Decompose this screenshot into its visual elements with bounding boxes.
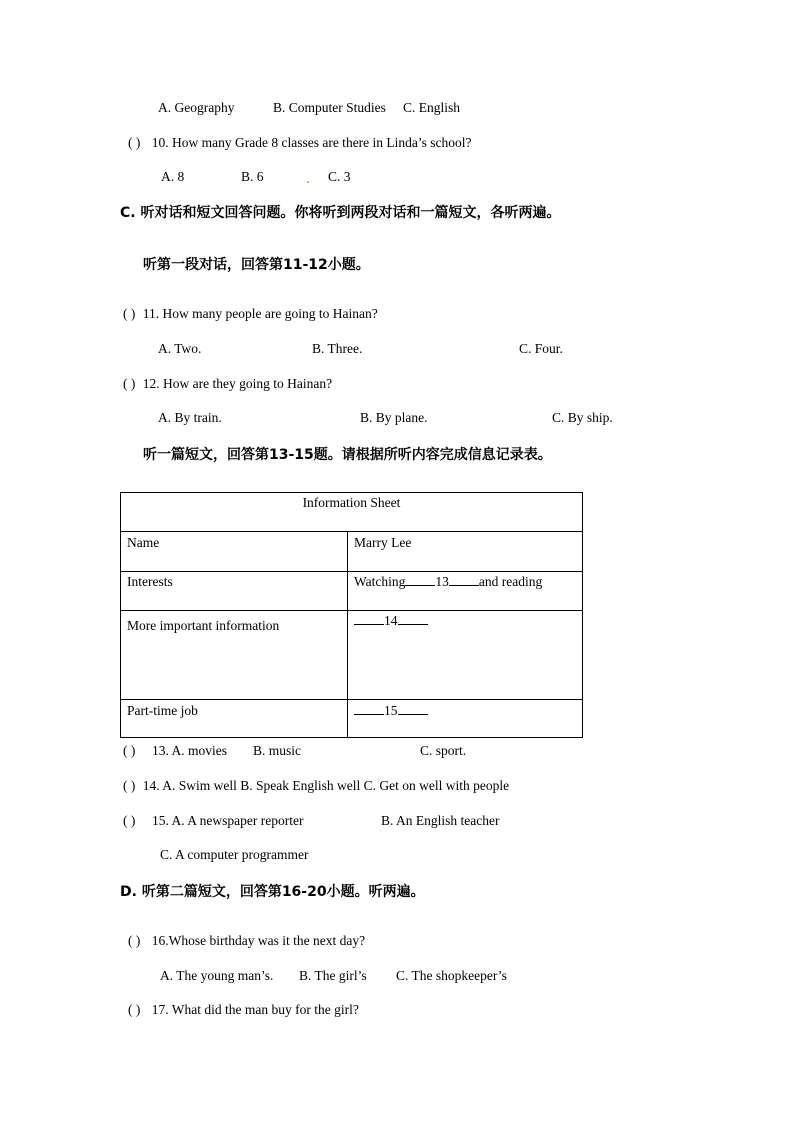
q9-option-c: C. English — [403, 100, 461, 115]
blank-15-number: 15 — [384, 703, 398, 718]
table-value-name: Marry Lee — [354, 535, 412, 550]
q13-option-c: C. sport. — [420, 743, 467, 758]
q15-answer-bracket[interactable]: ( ) — [123, 813, 136, 828]
section-c-heading: C. 听对话和短文回答问题。你将听到两段对话和一篇短文，各听两遍。 — [120, 205, 561, 221]
q10-question — [128, 134, 472, 152]
stray-dot — [307, 181, 309, 183]
q9-option-a: A. Geography — [158, 100, 235, 115]
q11-option-b: B. Three. — [312, 341, 363, 356]
q12-answer-bracket[interactable]: ( ) — [123, 376, 136, 391]
blank-line — [449, 585, 479, 586]
q12-text: 12. How are they going to Hainan? — [142, 376, 333, 391]
q17-text: 17. What did the man buy for the girl? — [151, 1002, 359, 1017]
q16-option-a: A. The young man’s. — [160, 968, 274, 983]
q10-option-b: B. 6 — [241, 169, 264, 184]
table-label-important-info: More important information — [127, 618, 280, 633]
table-row-divider — [121, 571, 582, 572]
q16-option-c: C. The shopkeeper’s — [396, 968, 507, 983]
interests-prefix: Watching — [354, 574, 406, 589]
table-value-part-time-job — [354, 702, 428, 720]
table-label-part-time-job: Part-time job — [127, 703, 198, 718]
q10-option-c: C. 3 — [328, 169, 351, 184]
q11-answer-bracket[interactable]: ( ) — [123, 306, 136, 321]
q17-question — [128, 1001, 359, 1019]
q15-option-c: C. A computer programmer — [160, 847, 309, 862]
q15-text: 15. A. A newspaper reporter — [152, 813, 304, 828]
q10-answer-bracket[interactable]: ( ) — [128, 135, 141, 150]
table-row-divider — [121, 531, 582, 532]
q12-question — [123, 375, 332, 393]
q14-answer-bracket[interactable]: ( ) — [123, 778, 136, 793]
q13-option-b: B. music — [253, 743, 302, 758]
blank-line — [354, 714, 384, 715]
table-label-name: Name — [127, 535, 160, 550]
blank-line — [405, 585, 435, 586]
blank-line — [398, 624, 428, 625]
section-c-sub1: 听第一段对话，回答第11-12小题。 — [143, 257, 370, 273]
table-row-divider — [121, 610, 582, 611]
q10-text: 10. How many Grade 8 classes are there in Linda’s school? — [151, 135, 472, 150]
table-value-interests — [354, 573, 542, 591]
q16-text: 16.Whose birthday was it the next day? — [151, 933, 366, 948]
blank-13-number: 13 — [435, 574, 449, 589]
q16-answer-bracket[interactable]: ( ) — [128, 933, 141, 948]
q12-option-c: C. By ship. — [552, 410, 613, 425]
q12-option-a: A. By train. — [158, 410, 222, 425]
table-row-divider — [121, 699, 582, 700]
blank-line — [354, 624, 384, 625]
q14-text: 14. A. Swim well B. Speak English well C. Get on well with people — [142, 778, 510, 793]
table-value-important-info — [354, 612, 428, 630]
q14-question — [123, 777, 509, 795]
interests-suffix: and reading — [478, 574, 543, 589]
q11-option-a: A. Two. — [158, 341, 202, 356]
q10-option-a: A. 8 — [161, 169, 185, 184]
table-title: Information Sheet — [302, 495, 401, 510]
q11-text: 11. How many people are going to Hainan? — [142, 306, 378, 321]
q13-text: 13. A. movies — [152, 743, 228, 758]
q12-option-b: B. By plane. — [360, 410, 428, 425]
section-d-heading: D. 听第二篇短文，回答第16-20小题。听两遍。 — [120, 884, 425, 900]
q16-option-b: B. The girl’s — [299, 968, 367, 983]
q11-question — [123, 305, 378, 323]
table-column-divider — [347, 531, 348, 737]
q17-answer-bracket[interactable]: ( ) — [128, 1002, 141, 1017]
q11-option-c: C. Four. — [519, 341, 563, 356]
table-label-interests: Interests — [127, 574, 173, 589]
q13-answer-bracket[interactable]: ( ) — [123, 743, 136, 758]
q15-option-b: B. An English teacher — [381, 813, 500, 828]
q9-option-b: B. Computer Studies — [273, 100, 386, 115]
q16-question — [128, 932, 365, 950]
blank-14-number: 14 — [384, 613, 398, 628]
section-c-sub2: 听一篇短文，回答第13-15题。请根据所听内容完成信息记录表。 — [143, 447, 552, 463]
blank-line — [398, 714, 428, 715]
information-sheet-table — [120, 492, 583, 738]
